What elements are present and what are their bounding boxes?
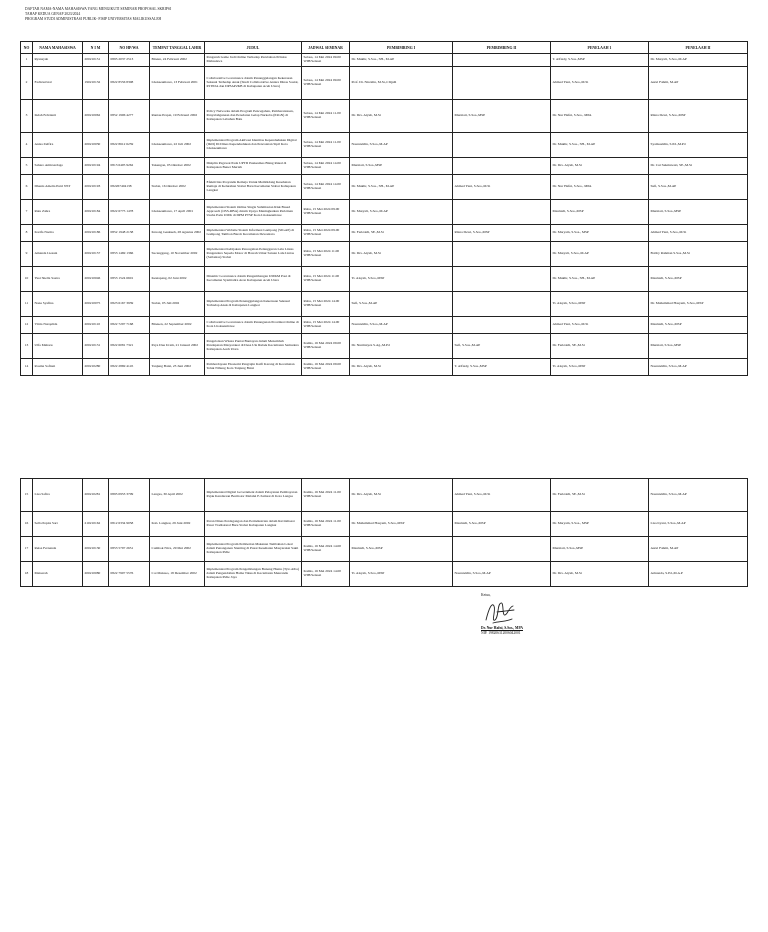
cell-p2: Sufi, S.Sos.,M.AP	[453, 334, 551, 359]
seminar-table-page-2	[20, 478, 748, 587]
cell-p1: Ti. Aisyah, S.Sos.,MSP	[350, 267, 453, 292]
cell-pe2: Rizna Dewi, S.Sos.,MSP	[649, 100, 748, 133]
cell-hp: 0822 2869 4145	[109, 359, 150, 376]
cell-p2: Murniati, S.Sos.,MSP	[453, 100, 551, 133]
cell-pe1: Dr. Nur Hafni, S.Sos., MPA	[551, 100, 649, 133]
cell-no: 8	[21, 225, 33, 242]
cell-judul: Pengelolaan Wisata Pantai Bantayan dalam Menambah Pendapatan Masyarakat di Desa Ule Rubek Kecamatan Samudera Kabupaten Aceh Utara	[205, 334, 302, 359]
cell-nama: Reisa Fernanda	[33, 537, 83, 562]
cell-ttl: Cumbok Niva, 29 Mei 2002	[150, 537, 205, 562]
cell-p1: Dr. Drs. Aiyub, M.Si	[350, 242, 453, 267]
cell-pe1: Ahmad Yani, S.Sos.,M.Si	[551, 67, 649, 100]
cell-p1: Dr. Drs. Aiyub, M.Si	[350, 100, 453, 133]
cell-pe1: Dr. Maryam, S.Sos., MSP	[551, 512, 649, 537]
cell-pe1: Ti. Aisyah, S.Sos.,MSP	[551, 292, 649, 317]
cell-p2: Maulaidi, S.Sos.,MSP	[453, 512, 551, 537]
cell-jadwal: Kamis, 16 Mei 2024 14.00 WIB/Selesai	[302, 537, 350, 562]
cell-nama: Indah Febrianti	[33, 100, 83, 133]
cell-p2	[453, 200, 551, 225]
cell-p2: Rizna Dewi, S.Sos.,MSP	[453, 225, 551, 242]
cell-pe1: Dr. Drs. Aiyub, M.Si	[551, 562, 649, 587]
cell-no: 1	[21, 54, 33, 67]
table-row	[21, 100, 748, 133]
cell-judul: Implementasi Sistem Online Single Submission Risk Based Approach (OSS-RBA) dalam Upaya Meningkatkan Perizinan Usaha Pada UMK di DPM PTSP Kota Lhokseumawe	[205, 200, 302, 225]
cell-hp: 0852 1948 2138	[109, 225, 150, 242]
cell-pe2: Sufi, S.Sos.,M.AP	[649, 175, 748, 200]
signatory-name: Dr. Nur Hafni, S.Sos., MPA	[481, 626, 523, 631]
cell-no: 13	[21, 334, 33, 359]
seminar-table-page-1	[20, 41, 748, 376]
header-line-2: TAHAP KEDUA GENAP 2023/2024	[25, 12, 81, 17]
cell-ttl: Lhokseumawe, 22 Juli 2002	[150, 133, 205, 158]
cell-p2	[453, 242, 551, 267]
cell-pe2: Dr. Cut Sukmawati, SE.,M.Si	[649, 158, 748, 175]
table-row	[21, 67, 748, 100]
cell-nim: 210210162	[83, 512, 109, 537]
table-row	[21, 292, 748, 317]
cell-pe1: Dr. Maryam, S.Sos., MSP	[551, 225, 649, 242]
col-header: NO	[21, 42, 33, 54]
cell-pe2: Arinanda, S.Pd.,M.A.P	[649, 562, 748, 587]
cell-pe1: Dr. Muryali, S.Sos.,M.AP	[551, 242, 649, 267]
table-row	[21, 242, 748, 267]
col-header: NO HP/WA	[109, 42, 150, 54]
cell-nim: 190210132	[83, 67, 109, 100]
cell-ttl: Tanjung Balai, 23 Juni 2002	[150, 359, 205, 376]
cell-ttl: Lhokseumawe, 13 Februari 2001	[150, 67, 205, 100]
cell-p2	[453, 267, 551, 292]
cell-ttl: Lhokseumawe, 17 April 2001	[150, 200, 205, 225]
cell-p2	[453, 317, 551, 334]
cell-judul: Implementasi Program Aktivasi Identitas Kependudukan Digital (IKD) Di Dinas Kependudukan dan Pencatatan Sipil Kota Lhokseumawe	[205, 133, 302, 158]
cell-hp: 0853 1469 1366	[109, 242, 150, 267]
cell-judul: Pengaruh Game Judi Online Terhadap Perubahan Prilaku Mahasiswa	[205, 54, 302, 67]
cell-pe1: Maulaidi, S.Sos.,MSP	[551, 200, 649, 225]
cell-nim: 200210075	[83, 292, 109, 317]
cell-judul: Efektivitas Posyandu Remaja Untuk Membidang Kesehatan Remaja di Kelurahan Stabat Baru Kecamatan Stabat Kabupaten Langkat	[205, 175, 302, 200]
cell-jadwal: Rabu, 15 Mei 2024 11.00 WIB/Selesai	[302, 267, 350, 292]
cell-pe1: Ti. Aisyah, S.Sos.,MSP	[551, 359, 649, 376]
cell-nim: 200210062	[83, 100, 109, 133]
col-header: TEMPAT TANGGAL LAHIR	[150, 42, 205, 54]
table-row	[21, 158, 748, 175]
cell-p2	[453, 292, 551, 317]
cell-jadwal: Rabu, 15 Mei 2024 09.00 WIB/Selesai	[302, 200, 350, 225]
table-row	[21, 200, 748, 225]
cell-judul: Pemberdayaan Ekonomi Pengrajin Kaift Karang di Kecamatan Teluk Nibung Kota Tanjung Balai	[205, 359, 302, 376]
cell-hp: 0813 6405 9262	[109, 158, 150, 175]
cell-no: 10	[21, 267, 33, 292]
cell-nama: Karifa Nazira	[33, 225, 83, 242]
cell-jadwal: Rabu, 15 Mei 2024 14.00 WIB/Selesai	[302, 292, 350, 317]
cell-nim: 200210193	[83, 175, 109, 200]
cell-pe2: Dr. Muhammad Hasyem, S.Sos.,MSP	[649, 292, 748, 317]
cell-hp: 0822 7297 7168	[109, 317, 150, 334]
cell-no: 12	[21, 317, 33, 334]
cell-pe2: Asrul Fahmi, M.AP	[649, 537, 748, 562]
cell-hp: 0895 0953 3709	[109, 479, 150, 512]
cell-jadwal: Kamis, 16 Mei 2024 11.00 WIB/Selesai	[302, 479, 350, 512]
cell-hp: 0852 1906 4277	[109, 100, 150, 133]
cell-ttl: Langsa, 30 April 2002	[150, 479, 205, 512]
cell-no: 17	[21, 537, 33, 562]
cell-no: 15	[21, 479, 33, 512]
cell-nama: Ratu Zahra	[33, 200, 83, 225]
cell-jadwal: Selasa, 14 Mei 2024 11.00 WIB/Selesai	[302, 100, 350, 133]
cell-ttl: Sucanggang, 10 November 2002	[150, 242, 205, 267]
cell-hp: 0822 6081 7321	[109, 334, 150, 359]
cell-pe2: Maulaidi, S.Sos.,MSP	[649, 267, 748, 292]
cell-p2: Ahmad Yani, S.Sos.,M.Si	[453, 479, 551, 512]
cell-pe1: Murniati, S.Sos.,MSP	[551, 537, 649, 562]
cell-no: 9	[21, 242, 33, 267]
cell-hp: 0822 8556 8308	[109, 67, 150, 100]
cell-nama: Ulfa Maharu	[33, 334, 83, 359]
signatory-nip: NIP. 198206312006042001	[481, 630, 521, 635]
cell-pe2: Bobby Rahman S.Sos.,M.Si	[649, 242, 748, 267]
cell-no: 5	[21, 158, 33, 175]
cell-p1: Dr. Muklir, S.Sos., SH., M.AP	[350, 175, 453, 200]
cell-p1: Nasrunddin, S.Sos.,M.AP	[350, 133, 453, 158]
cell-pe1: Dr. Ferizaldi, SE.,M.Si	[551, 334, 649, 359]
cell-nim: 200210046	[83, 267, 109, 292]
cell-jadwal: Selasa, 14 Mei 2024 14.00 WIB/Selesai	[302, 158, 350, 175]
cell-p2	[453, 158, 551, 175]
cell-no: 11	[21, 292, 33, 317]
table-header-row	[21, 42, 748, 54]
cell-nim: 200210186	[83, 225, 109, 242]
cell-pe1: Dr. Nur Hafni, S.Sos., MPA	[551, 175, 649, 200]
cell-hp: 0822 8612 6259	[109, 133, 150, 158]
cell-hp: 0895 2037 2513	[109, 54, 150, 67]
cell-p2	[453, 54, 551, 67]
cell-nim: 200210184	[83, 200, 109, 225]
cell-p1: Dr. Muklir, S.Sos., SH., M.AP	[350, 54, 453, 67]
cell-nama: Sella Pepita Sari	[33, 512, 83, 537]
signature-image	[483, 598, 517, 626]
cell-p1: Maulaidi, S.Sos.,MSP	[350, 537, 453, 562]
table-row	[21, 54, 748, 67]
cell-pe2: Lisa Iryani, S.Sos.,M.AP	[649, 512, 748, 537]
cell-judul: Disiplin Pegawai Pada UPTD Puskesmas Blang Rakal di Kabupaten Bener Meriah	[205, 158, 302, 175]
cell-no: 14	[21, 359, 33, 376]
cell-pe1: Dr. Muklir, S.Sos., SH., M.AP	[551, 133, 649, 158]
cell-jadwal: Rabu, 15 Mei 2024 09.00 WIB/Selesai	[302, 225, 350, 242]
signature-label: Ketua,	[481, 593, 491, 597]
cell-nama: Anisa Zulfira	[33, 133, 83, 158]
cell-pe1: Dr. Drs. Aiyub, M.Si	[551, 158, 649, 175]
cell-judul: Policy Networks dalam Program Pencegahan, Pemberantasan, Penyalahgunaan dan Peredaran Gelap Narkoba (P4GN) di Kabupaten Labuhan Batu	[205, 100, 302, 133]
cell-p1: Dr. Drs. Aiyub, M.Si	[350, 359, 453, 376]
cell-hp: 0822 6775 1478	[109, 200, 150, 225]
cell-hp: 0853 5797 2651	[109, 537, 150, 562]
cell-ttl: Rantau Prapat, 19 Februari 2002	[150, 100, 205, 133]
table-row	[21, 225, 748, 242]
cell-ttl: Keutapang, 02 Juni 2002	[150, 267, 205, 292]
cell-nama: Fachrurrizal	[33, 67, 83, 100]
cell-p1: Dr. Nurmaiyza S.Ag.,M.Pd	[350, 334, 453, 359]
cell-p2: Ahmad Yani, S.Sos.,M.Si	[453, 175, 551, 200]
cell-judul: Implementasi Website Sistem Informasi Gampong (SIGAP) di Gampong Tambon Baroh Kecamatan Dewantara	[205, 225, 302, 242]
cell-jadwal: Rabu, 15 Mei 2024 11.00 WIB/Selesai	[302, 242, 350, 267]
col-header: PENELAAH 1	[551, 42, 649, 54]
cell-judul: Implementasi Program Pemberian Makanan Tambahan Lokal dalam Penanganan Stunting di Pusat Kesehatan Masyarakat Sakti Kabupaten Pidie	[205, 537, 302, 562]
cell-judul: Dinamic Governance dalam Pengembangan UMKM Pasi di Kecamatan Syamtalira Aron Kabupaten Aceh Utara	[205, 267, 302, 292]
cell-nim: 200210110	[83, 317, 109, 334]
cell-nim: 200210280	[83, 359, 109, 376]
cell-pe2: Syamsuddin, S.Pd.,M.Pd	[649, 133, 748, 158]
cell-hp: 0823 6167 3939	[109, 292, 150, 317]
cell-jadwal: Rabu, 15 Mei 2024 14.00 WIB/Selesai	[302, 317, 350, 334]
cell-pe2: Nasrunddin, S.Sos.,M.AP	[649, 479, 748, 512]
col-header: JADWAL SEMINAR	[302, 42, 350, 54]
cell-ttl: Bireuen, 22 September 2002	[150, 317, 205, 334]
cell-pe2: Nasrunddin, S.Sos.,M.AP	[649, 359, 748, 376]
cell-judul: Implementasi Program Pengembangan Bunang Hantu (Tyto Alba) dalam Pengendalian Hama Tikus di Kecamatan Meurandu Kabupaten Pidie Jaya	[205, 562, 302, 587]
cell-pe1: T. Alfiady, S.Sos.,MSP	[551, 54, 649, 67]
cell-jadwal: Kamis, 16 Mei 2024 09.00 WIB/Selesai	[302, 359, 350, 376]
col-header: NAMA MAHASISWA	[33, 42, 83, 54]
cell-judul: Implementasi Digital Government dalam Pelayanan Pembayaran Pajak Kendaraan Bermotor Melalui E-Samsat di Kota Langsa	[205, 479, 302, 512]
header-line-1: DAFTAR NAMA-NAMA MAHASISWA YANG MENGIKUTI SEMINAR PROPOSAL SKRIPSI	[25, 7, 172, 11]
cell-ttl: Cot Makaso, 18 Desember 2002	[150, 562, 205, 587]
cell-judul: Collaborative Governance dalam Penanggulangan Kekerasan Seksual Terhadap Anak (Studi Collaborative Antara Dinas Sosial, P2TP2A dan DP3AP2KB di Kabupaten Aceh Utara)	[205, 67, 302, 100]
cell-p1: Nasrunddin, S.Sos.,M.AP	[350, 317, 453, 334]
cell-p2: T. Alfiady, S.Sos.,MSP	[453, 359, 551, 376]
cell-nim: 200210281	[83, 479, 109, 512]
cell-p1: Dr. Ferizaldi, SE.,M.Si	[350, 225, 453, 242]
cell-nim: 200210131	[83, 334, 109, 359]
cell-nama: Maisarah	[33, 562, 83, 587]
cell-judul: Implementasi Program Penanggulangan Kekerasan Seksual Terhadap Anak di Kabupaten Langkat	[205, 292, 302, 317]
cell-ttl: Bireun, 24 Februari 2002	[150, 54, 205, 67]
cell-p1: Prof. Dr. Nirzalin, M.Si.,CIQaR	[350, 67, 453, 100]
table-row	[21, 267, 748, 292]
table-row	[21, 175, 748, 200]
cell-pe2: Asrul Fahmi, M.AP	[649, 67, 748, 100]
cell-nim: 200210151	[83, 54, 109, 67]
cell-nama: Saharo Amirsardago	[33, 158, 83, 175]
cell-jadwal: Selasa, 14 Mei 2024 09.00 WIB/Selesai	[302, 67, 350, 100]
cell-nim: 200210194	[83, 158, 109, 175]
cell-nim: 200210080	[83, 562, 109, 587]
cell-nama: Yusi Shella Sastra	[33, 267, 83, 292]
cell-hp: 0853 1524 6601	[109, 267, 150, 292]
cell-pe2: Murniati, S.Sos.,MSP	[649, 200, 748, 225]
cell-ttl: Stabat, 16 Oktober 2002	[150, 175, 205, 200]
cell-p2	[453, 133, 551, 158]
header-line-3: PROGRAM STUDI ADMINISTRASI PUBLIK- FISIP UNIVERSITAS MALIKUSSALEH	[25, 17, 162, 22]
cell-p2	[453, 537, 551, 562]
col-header: PEMBIMBING II	[453, 42, 551, 54]
cell-nama: Rosma Sofiani	[33, 359, 83, 376]
cell-p1: Ti. Aisyah, S.Sos.,MSP	[350, 562, 453, 587]
table-row	[21, 537, 748, 562]
cell-no: 2	[21, 67, 33, 100]
cell-ttl: Kab. Langkat, 29 Juni 2002	[150, 512, 205, 537]
cell-no: 18	[21, 562, 33, 587]
cell-judul: Implementasi Kebijakan Pencegahan Pelanggaran Lalu Lintas Pengendara Sepeda Motor di Bawah Umur Satuan Lalu Lintas (Satlantas) Stabat	[205, 242, 302, 267]
cell-pe1: Ahmad Yani, S.Sos.,M.Si	[551, 317, 649, 334]
cell-pe2: Ahmad Yani, S.Sos.,M.Si	[649, 225, 748, 242]
cell-pe2: Dr. Muryali, S.Sos.,M.AP	[649, 54, 748, 67]
table-row	[21, 512, 748, 537]
signature-block	[481, 593, 601, 635]
cell-nama: Lisa Safira	[33, 479, 83, 512]
cell-pe2: Murniati, S.Sos.,MSP	[649, 334, 748, 359]
table-row	[21, 479, 748, 512]
table-row	[21, 133, 748, 158]
cell-hp: 0822 7907 5576	[109, 562, 150, 587]
cell-p2: Nasrunddin, S.Sos.,M.AP	[453, 562, 551, 587]
cell-jadwal: Selasa, 14 Mei 2024 09.00 WIB/Selesai	[302, 54, 350, 67]
cell-no: 6	[21, 175, 33, 200]
col-header: JUDUL	[205, 42, 302, 54]
table-row	[21, 359, 748, 376]
cell-p1: Sufi, S.Sos.,M.AP	[350, 292, 453, 317]
cell-ttl: Takengon, 05 Oktober 2002	[150, 158, 205, 175]
table-row	[21, 317, 748, 334]
table-row	[21, 334, 748, 359]
cell-nim: 200210157	[83, 242, 109, 267]
cell-judul: Collaborative Governance dalam Penanganan Prostitusi Online di Kota Lhokseumawe	[205, 317, 302, 334]
col-header: PEMBIMBING I	[350, 42, 453, 54]
cell-nama: Dhenis Amelia Putri NST	[33, 175, 83, 200]
cell-judul: Peran Dinas Perdagangan dan Perindustrian dalam Revitalisasi Pasar Tradisional Baru Stabat Kabupaten Langkat	[205, 512, 302, 537]
cell-jadwal: Selasa, 14 Mei 2024 14.00 WIB/Selesai	[302, 175, 350, 200]
cell-no: 4	[21, 133, 33, 158]
cell-jadwal: Kamis, 16 Mei 2024 09.00 WIB/Selesai	[302, 334, 350, 359]
cell-p1: Dr. Muryali, S.Sos.,M.AP	[350, 200, 453, 225]
cell-p1: Murniati, S.Sos.,MSP	[350, 158, 453, 175]
cell-nama: Vitria Nurqalida	[33, 317, 83, 334]
cell-no: 16	[21, 512, 33, 537]
col-header: PENELAAH II	[649, 42, 748, 54]
cell-no: 7	[21, 200, 33, 225]
cell-nim: 200210030	[83, 133, 109, 158]
cell-nama: Amanda Liessni	[33, 242, 83, 267]
cell-no: 3	[21, 100, 33, 133]
cell-nama: Nana Syafina	[33, 292, 83, 317]
cell-nama: Ryansyah	[33, 54, 83, 67]
cell-p1: Dr. Drs. Aiyub, M.Si	[350, 479, 453, 512]
cell-nim: 200210130	[83, 537, 109, 562]
cell-p1: Dr. Muhammad Hasyem, S.Sos.,MSP	[350, 512, 453, 537]
cell-pe1: Dr. Muklir, S.Sos., SH., M.AP	[551, 267, 649, 292]
table-row	[21, 562, 748, 587]
cell-pe1: Dr. Ferizaldi, SE.,M.Si	[551, 479, 649, 512]
cell-p2	[453, 67, 551, 100]
cell-jadwal: Selasa, 14 Mei 2024 11.00 WIB/Selesai	[302, 133, 350, 158]
cell-hp: 082267404138	[109, 175, 150, 200]
cell-pe2: Maulaidi, S.Sos.,MSP	[649, 317, 748, 334]
cell-ttl: Stabat, 05 Juli 2002	[150, 292, 205, 317]
cell-ttl: Paya Dua Uram, 21 Januari 2002	[150, 334, 205, 359]
document-header	[25, 7, 171, 23]
cell-jadwal: Kamis, 16 Mei 2024 14.00 WIB/Selesai	[302, 562, 350, 587]
cell-hp: 0812 6334 9058	[109, 512, 150, 537]
col-header: N I M	[83, 42, 109, 54]
cell-ttl: Kruong Geukueh, 28 Agustus 2002	[150, 225, 205, 242]
cell-jadwal: Kamis, 16 Mei 2024 11.00 WIB/Selesai	[302, 512, 350, 537]
